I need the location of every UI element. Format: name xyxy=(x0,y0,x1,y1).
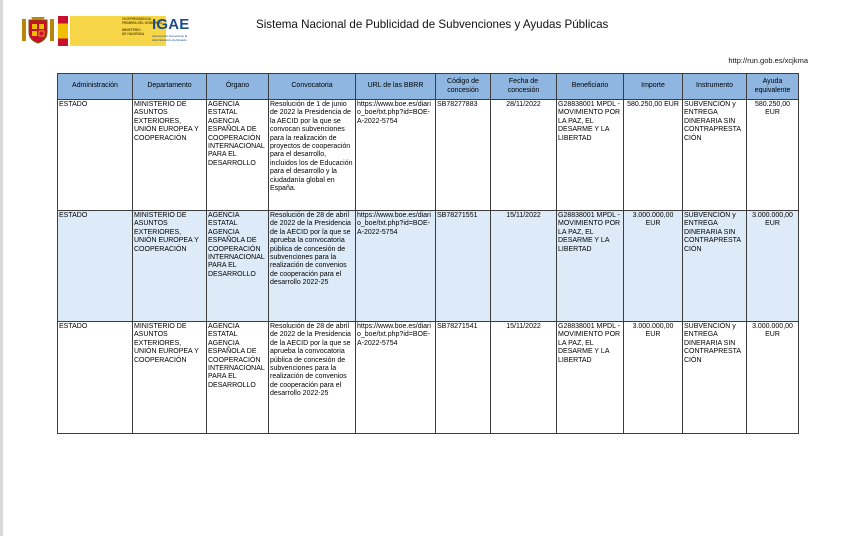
cell-instrumento: SUBVENCIÓN y ENTREGA DINERARIA SIN CONTRAPRESTACIÓN xyxy=(683,322,747,434)
cell-codigo: SB78271541 xyxy=(436,322,491,434)
cell-fecha: 15/11/2022 xyxy=(491,211,557,322)
gobierno-logo xyxy=(20,16,163,46)
table-row xyxy=(58,211,799,322)
cell-fecha: 28/11/2022 xyxy=(491,100,557,211)
cell-convocatoria: Resolución de 1 de junio de 2022 la Presidencia de la AECID por la que se convocan subvenciones para la realización de proyectos de cooperación para el desarrollo, incluidos los de Educación para el desarrollo y la ciudadanía global en España. xyxy=(269,100,356,211)
cell-ayuda: 3.000.000,00 EUR xyxy=(747,211,799,322)
cell-organo: AGENCIA ESTATAL AGENCIA ESPAÑOLA DE COOPERACIÓN INTERNACIONAL PARA EL DESARROLLO xyxy=(207,100,269,211)
cell-importe: 3.000.000,00 EUR xyxy=(624,322,683,434)
col-beneficiario: Beneficiario xyxy=(557,74,624,100)
cell-importe: 580.250,00 EUR xyxy=(624,100,683,211)
table-row xyxy=(58,322,799,434)
cell-instrumento: SUBVENCIÓN y ENTREGA DINERARIA SIN CONTRAPRESTACIÓN xyxy=(683,211,747,322)
table-row xyxy=(58,100,799,211)
cell-convocatoria: Resolución de 28 de abril de 2022 de la Presidencia de la AECID por la que se aprueba la convocatoria pública de concesión de subvenciones para la realización de convenios de cooperación para el desarrollo 2022-25 xyxy=(269,211,356,322)
cell-beneficiario: G28838001 MPDL - MOVIMIENTO POR LA PAZ, EL DESARME Y LA LIBERTAD xyxy=(557,100,624,211)
cell-importe: 3.000.000,00 EUR xyxy=(624,211,683,322)
cell-departamento: MINISTERIO DE ASUNTOS EXTERIORES, UNIÓN EUROPEA Y COOPERACIÓN xyxy=(133,211,207,322)
col-importe: Importe xyxy=(624,74,683,100)
coat-of-arms-icon xyxy=(20,16,56,46)
cell-url[interactable]: https://www.boe.es/diario_boe/txt.php?id=BOE-A-2022-5754 xyxy=(356,322,436,434)
col-instrumento: Instrumento xyxy=(683,74,747,100)
cell-administracion: ESTADO xyxy=(58,100,133,211)
cell-codigo: SB78271551 xyxy=(436,211,491,322)
col-departamento: Departamento xyxy=(133,74,207,100)
cell-url[interactable]: https://www.boe.es/diario_boe/txt.php?id=BOE-A-2022-5754 xyxy=(356,211,436,322)
cell-fecha: 15/11/2022 xyxy=(491,322,557,434)
flag-stripe xyxy=(58,16,68,46)
cell-convocatoria: Resolución de 28 de abril de 2022 de la Presidencia de la AECID por la que se aprueba la convocatoria pública de concesión de subvenciones para la realización de convenios de cooperación para el desarrollo 2022-25 xyxy=(269,322,356,434)
cell-beneficiario: G28838001 MPDL - MOVIMIENTO POR LA PAZ, EL DESARME Y LA LIBERTAD xyxy=(557,322,624,434)
cell-administracion: ESTADO xyxy=(58,322,133,434)
cell-codigo: SB78277883 xyxy=(436,100,491,211)
short-url[interactable]: http://run.gob.es/xcjkma xyxy=(728,56,808,65)
cell-instrumento: SUBVENCIÓN y ENTREGA DINERARIA SIN CONTRAPRESTACIÓN xyxy=(683,100,747,211)
cell-administracion: ESTADO xyxy=(58,211,133,322)
cell-departamento: MINISTERIO DE ASUNTOS EXTERIORES, UNIÓN EUROPEA Y COOPERACIÓN xyxy=(133,322,207,434)
ministry-label: VICEPRESIDENCIA PRIMERA DEL GOBIERNO MINISTERIO DE HACIENDA xyxy=(122,17,163,37)
cell-beneficiario: G28838001 MPDL - MOVIMIENTO POR LA PAZ, EL DESARME Y LA LIBERTAD xyxy=(557,211,624,322)
cell-organo: AGENCIA ESTATAL AGENCIA ESPAÑOLA DE COOPERACIÓN INTERNACIONAL PARA EL DESARROLLO xyxy=(207,322,269,434)
igae-subtitle: Intervención General de la Administración del Estado xyxy=(152,34,188,42)
page-title: Sistema Nacional de Publicidad de Subvenciones y Ayudas Públicas xyxy=(256,18,609,31)
subsidies-table xyxy=(57,73,799,434)
table-header-row xyxy=(58,74,799,100)
col-fecha: Fecha de concesión xyxy=(491,74,557,100)
col-codigo: Código de concesión xyxy=(436,74,491,100)
col-ayuda: Ayuda equivalente xyxy=(747,74,799,100)
cell-organo: AGENCIA ESTATAL AGENCIA ESPAÑOLA DE COOPERACIÓN INTERNACIONAL PARA EL DESARROLLO xyxy=(207,211,269,322)
cell-ayuda: 3.000.000,00 EUR xyxy=(747,322,799,434)
igae-logo xyxy=(152,16,192,46)
col-convocatoria: Convocatoria xyxy=(269,74,356,100)
col-url-bbrr: URL de las BBRR xyxy=(356,74,436,100)
cell-departamento: MINISTERIO DE ASUNTOS EXTERIORES, UNIÓN EUROPEA Y COOPERACIÓN xyxy=(133,100,207,211)
col-administracion: Administración xyxy=(58,74,133,100)
cell-ayuda: 580.250,00 EUR xyxy=(747,100,799,211)
cell-url[interactable]: https://www.boe.es/diario_boe/txt.php?id=BOE-A-2022-5754 xyxy=(356,100,436,211)
col-organo: Órgano xyxy=(207,74,269,100)
igae-wordmark: IGAE xyxy=(152,16,190,33)
page-edge xyxy=(0,0,3,536)
